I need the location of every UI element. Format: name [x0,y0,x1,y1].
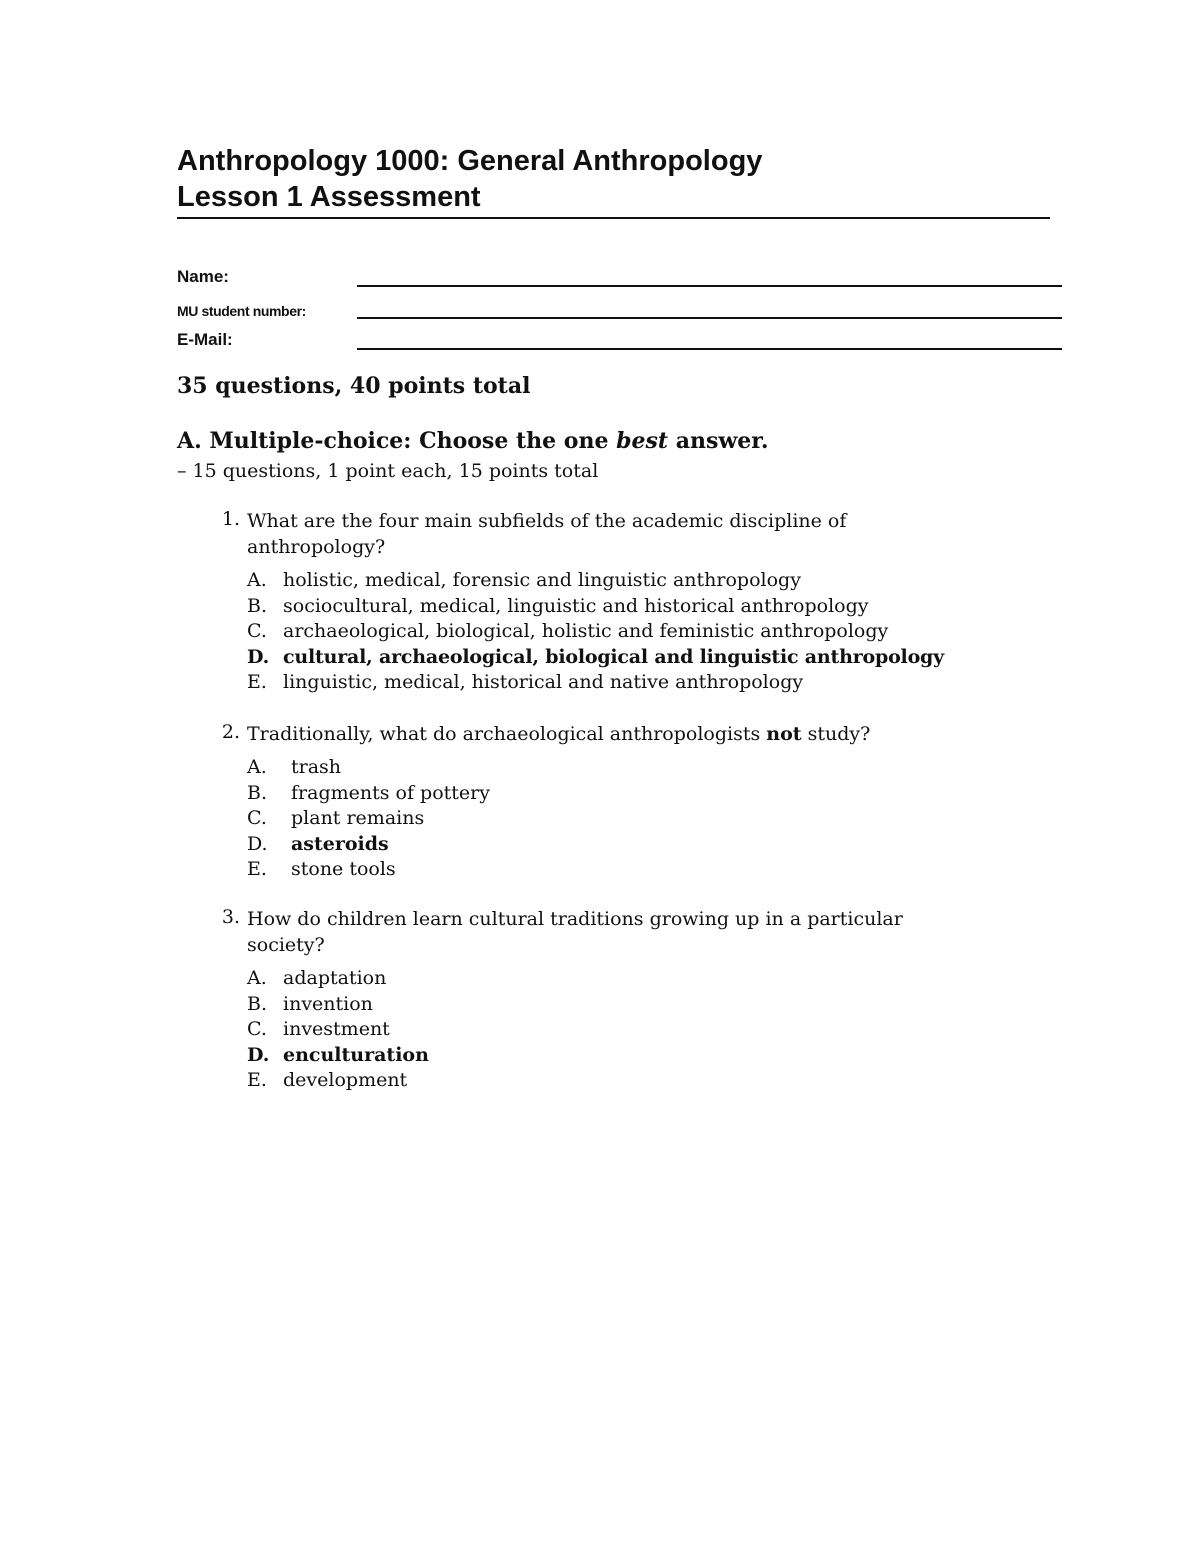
document-title [177,143,1050,219]
question-number: 1. [221,508,240,530]
option-d-correct[interactable]: D. cultural, archaeological, biological and linguistic anthropology [247,645,944,668]
email-input-line[interactable] [357,348,1062,350]
option-c[interactable]: C. investment [247,1018,390,1041]
email-label: E-Mail: [177,330,233,349]
section-a-heading: A. Multiple-choice: Choose the one best answer. [177,428,769,454]
name-field-row [177,257,1062,287]
assessment-title: Lesson 1 Assessment [177,181,481,213]
section-a-subheading: – 15 questions, 1 point each, 15 points total [177,460,599,482]
option-list [247,966,1085,1094]
option-e[interactable]: E. stone tools [247,858,396,881]
option-d-correct[interactable]: D. enculturation [247,1043,429,1066]
option-b[interactable]: B. fragments of pottery [247,781,490,804]
assessment-summary: 35 questions, 40 points total [177,373,531,399]
option-a[interactable]: A. trash [247,756,342,778]
question-2 [205,721,1085,883]
option-a[interactable]: A. holistic, medical, forensic and linguistic anthropology [247,569,801,591]
option-a[interactable]: A. adaptation [247,967,387,989]
option-b[interactable]: B. sociocultural, medical, linguistic and historical anthropology [247,594,869,617]
question-number: 3. [221,906,240,928]
option-e[interactable]: E. development [247,1069,408,1092]
question-number: 2. [221,721,240,743]
option-c[interactable]: C. archaeological, biological, holistic and feministic anthropology [247,620,889,643]
question-text: How do children learn cultural traditions growing up in a particular society? [247,908,903,956]
student-number-field-row [177,289,1062,319]
emphasis-best: best [616,428,669,454]
email-field-row [177,320,1062,350]
course-title: Anthropology 1000: General Anthropology [177,145,763,177]
emphasis-not: not [766,723,802,745]
option-c[interactable]: C. plant remains [247,807,425,830]
option-list [247,568,1085,696]
option-list [247,755,1085,883]
name-label: Name: [177,267,229,286]
question-text: Traditionally, what do archaeological anthropologists not study? [247,723,871,745]
student-number-label: MU student number: [177,303,306,319]
student-number-input-line[interactable] [357,317,1062,319]
name-input-line[interactable] [357,285,1062,287]
option-e[interactable]: E. linguistic, medical, historical and native anthropology [247,671,804,694]
question-1 [205,508,1085,696]
option-b[interactable]: B. invention [247,992,373,1015]
option-d-correct[interactable]: D. asteroids [247,832,389,855]
question-text: What are the four main subfields of the academic discipline of anthropology? [247,510,847,558]
question-3 [205,906,1085,1094]
